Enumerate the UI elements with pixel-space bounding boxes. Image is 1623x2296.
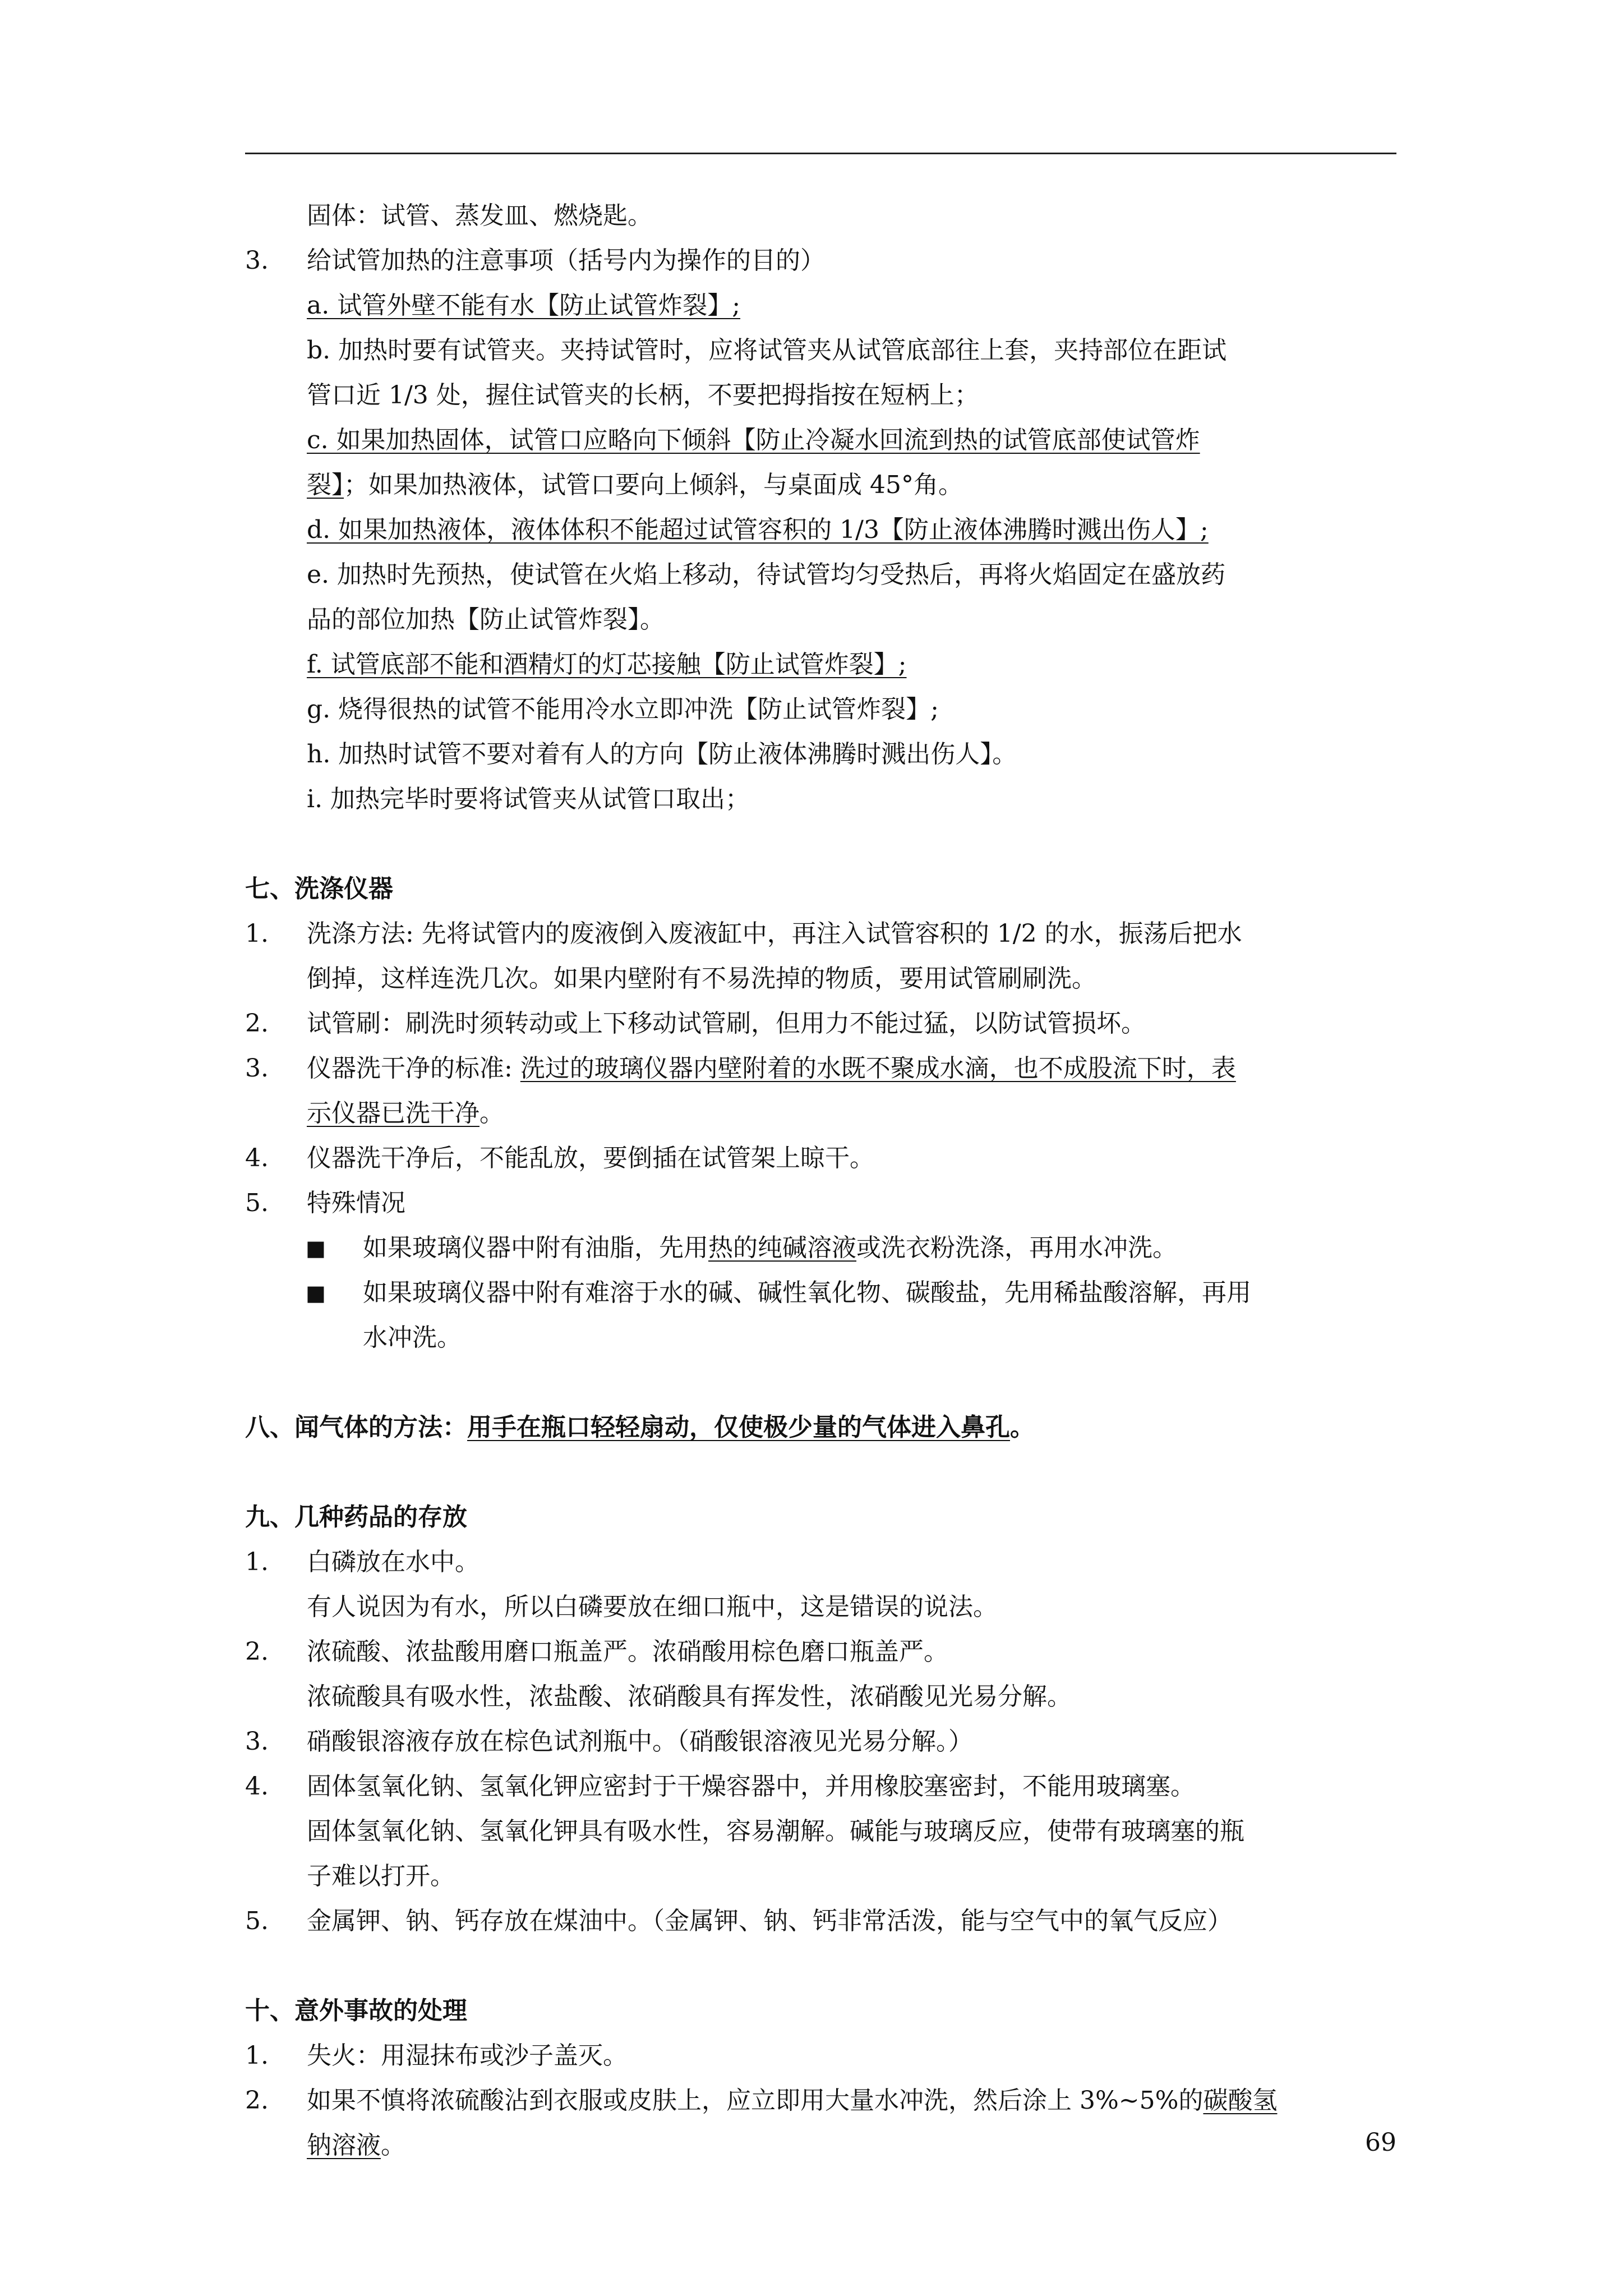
bullet-item xyxy=(245,1226,1417,1271)
note-f xyxy=(245,642,1417,687)
bullet-text: 或洗衣粉洗涤，再用水冲洗。 xyxy=(856,1234,1177,1262)
item-text: 浓硫酸、浓盐酸用磨口瓶盖严。浓硝酸用棕色磨口瓶盖严。 xyxy=(307,1637,948,1666)
note-i: i. 加热完毕时要将试管夹从试管口取出； xyxy=(307,785,750,813)
item-text: 如果不慎将浓硫酸沾到衣服或皮肤上，应立即用大量水冲洗，然后涂上 3%~5%的 xyxy=(307,2086,1204,2115)
bullet-text: 如果玻璃仪器中附有难溶于水的碱、碱性氧化物、碳酸盐，先用稀盐酸溶解，再用 xyxy=(363,1278,1251,1307)
item-underlined-text: 碳酸氢 xyxy=(1203,2086,1278,2115)
bullet-item xyxy=(245,1271,1417,1315)
item-number: 3. xyxy=(245,1727,269,1756)
item-number: 5. xyxy=(245,1907,269,1935)
list-item xyxy=(245,1764,1417,1809)
note-b-line2: 管口近 1/3 处，握住试管夹的长柄，不要把拇指按在短柄上； xyxy=(307,381,979,409)
list-item-continuation: 倒掉，这样连洗几次。如果内壁附有不易洗掉的物质，要用试管刷刷洗。 xyxy=(307,964,1096,993)
item-text: 固体氢氧化钠、氢氧化钾应密封于干燥容器中，并用橡胶塞密封，不能用玻璃塞。 xyxy=(307,1772,1195,1801)
note-d-text: d. 如果加热液体，液体体积不能超过试管容积的 1/3【防止液体沸腾时溅出伤人】; xyxy=(307,516,1209,544)
item-number: 3. xyxy=(245,1054,269,1083)
item-number: 1. xyxy=(245,1548,269,1576)
item-text: 给试管加热的注意事项（括号内为操作的目的） xyxy=(307,246,825,275)
list-item xyxy=(245,1719,1417,1764)
item-number: 1. xyxy=(245,919,269,948)
list-item xyxy=(245,1046,1417,1091)
list-item xyxy=(245,1540,1417,1585)
note-h: h. 加热时试管不要对着有人的方向【防止液体沸腾时溅出伤人】。 xyxy=(307,740,1017,769)
item-number: 2. xyxy=(245,1637,269,1666)
item-number: 2. xyxy=(245,2086,269,2115)
item-underlined-text: 示仪器已洗干净 xyxy=(307,1099,479,1128)
note-c-line1 xyxy=(245,418,1417,463)
list-item xyxy=(245,1630,1417,1674)
item-text: 试管刷：刷洗时须转动或上下移动试管刷，但用力不能过猛，以防试管损坏。 xyxy=(307,1009,1146,1038)
list-item xyxy=(245,1899,1417,1944)
square-bullet-icon: ■ xyxy=(306,1236,326,1260)
item-text: 特殊情况 xyxy=(307,1189,405,1217)
section-heading: 九、几种药品的存放 xyxy=(245,1503,467,1531)
bullet-text: 如果玻璃仪器中附有油脂，先用 xyxy=(363,1234,708,1262)
item-text: 金属钾、钠、钙存放在煤油中。（金属钾、钠、钙非常活泼，能与空气中的氧气反应） xyxy=(307,1907,1232,1935)
list-item-continuation: 子难以打开。 xyxy=(307,1862,455,1890)
spacer xyxy=(245,822,1417,867)
item-number: 1. xyxy=(245,2041,269,2070)
bullet-underlined-text: 热的纯碱溶液 xyxy=(708,1234,856,1262)
note-c-text: c. 如果加热固体，试管口应略向下倾斜【防止冷凝水回流到热的试管底部使试管炸 xyxy=(307,426,1200,454)
spacer xyxy=(245,1944,1417,1989)
header-rule xyxy=(245,153,1396,154)
text-line: 固体：试管、蒸发皿、燃烧匙。 xyxy=(307,201,652,230)
list-item xyxy=(245,1136,1417,1181)
note-e-line2: 品的部位加热【防止试管炸裂】。 xyxy=(307,605,665,634)
item-text: 。 xyxy=(479,1099,504,1128)
list-item xyxy=(245,1001,1417,1046)
list-item-continuation xyxy=(245,2123,1417,2168)
item-underlined-text: 钠溶液 xyxy=(307,2131,381,2160)
item-number: 2. xyxy=(245,1009,269,1038)
item-number: 4. xyxy=(245,1144,269,1172)
note-c-underlined: 裂】 xyxy=(307,471,344,499)
note-d xyxy=(245,508,1417,553)
item-text: 失火：用湿抹布或沙子盖灭。 xyxy=(307,2041,628,2070)
item-text: 白磷放在水中。 xyxy=(307,1548,479,1576)
note-g: g. 烧得很热的试管不能用冷水立即冲洗【防止试管炸裂】; xyxy=(307,695,939,724)
page-number: 69 xyxy=(1365,2128,1396,2157)
list-item-continuation: 固体氢氧化钠、氢氧化钾具有吸水性，容易潮解。碱能与玻璃反应，使带有玻璃塞的瓶 xyxy=(307,1817,1244,1846)
spacer xyxy=(245,1360,1417,1405)
list-item xyxy=(245,2078,1417,2123)
note-a xyxy=(245,283,1417,328)
section-heading xyxy=(245,1405,1417,1450)
section-heading-underlined: 用手在瓶口轻轻扇动，仅使极少量的气体进入鼻孔 xyxy=(467,1413,1010,1442)
note-b-line1: b. 加热时要有试管夹。夹持试管时，应将试管夹从试管底部往上套，夹持部位在距试 xyxy=(307,336,1227,365)
item-number: 4. xyxy=(245,1772,269,1801)
list-item xyxy=(245,1181,1417,1226)
item-text: 硝酸银溶液存放在棕色试剂瓶中。（硝酸银溶液见光易分解。） xyxy=(307,1727,973,1756)
section-heading: 十、意外事故的处理 xyxy=(245,1996,467,2025)
section-heading-label: 八、闻气体的方法： xyxy=(245,1413,467,1442)
list-item xyxy=(245,238,1417,283)
list-item xyxy=(245,912,1417,956)
note-c-line2 xyxy=(245,463,1417,508)
list-item-continuation: 浓硫酸具有吸水性，浓盐酸、浓硝酸具有挥发性，浓硝酸见光易分解。 xyxy=(307,1682,1072,1711)
page-body xyxy=(245,194,1417,2168)
section-heading: 七、洗涤仪器 xyxy=(245,875,393,903)
item-number: 5. xyxy=(245,1189,269,1217)
note-c-rest: ；如果加热液体，试管口要向上倾斜，与桌面成 45°角。 xyxy=(344,471,963,499)
item-text: 洗涤方法: 先将试管内的废液倒入废液缸中，再注入试管容积的 1/2 的水，振荡后把水 xyxy=(307,919,1242,948)
section-heading-end: 。 xyxy=(1010,1413,1035,1442)
spacer xyxy=(245,1450,1417,1495)
list-item-continuation: 有人说因为有水，所以白磷要放在细口瓶中，这是错误的说法。 xyxy=(307,1593,998,1621)
note-a-text: a. 试管外壁不能有水【防止试管炸裂】; xyxy=(307,291,741,320)
item-text: 。 xyxy=(381,2131,405,2160)
list-item xyxy=(245,2033,1417,2078)
bullet-item-continuation: 水冲洗。 xyxy=(363,1323,462,1352)
note-e-line1: e. 加热时先预热，使试管在火焰上移动，待试管均匀受热后，再将火焰固定在盛放药 xyxy=(307,560,1226,589)
square-bullet-icon: ■ xyxy=(306,1281,326,1305)
item-underlined-text: 洗过的玻璃仪器内壁附着的水既不聚成水滴，也不成股流下时，表 xyxy=(520,1054,1236,1083)
list-item-continuation xyxy=(245,1091,1417,1136)
item-number: 3. xyxy=(245,246,269,275)
note-f-text: f. 试管底部不能和酒精灯的灯芯接触【防止试管炸裂】; xyxy=(307,650,907,679)
item-text: 仪器洗干净后，不能乱放，要倒插在试管架上晾干。 xyxy=(307,1144,874,1172)
item-text: 仪器洗干净的标准: xyxy=(307,1054,520,1083)
